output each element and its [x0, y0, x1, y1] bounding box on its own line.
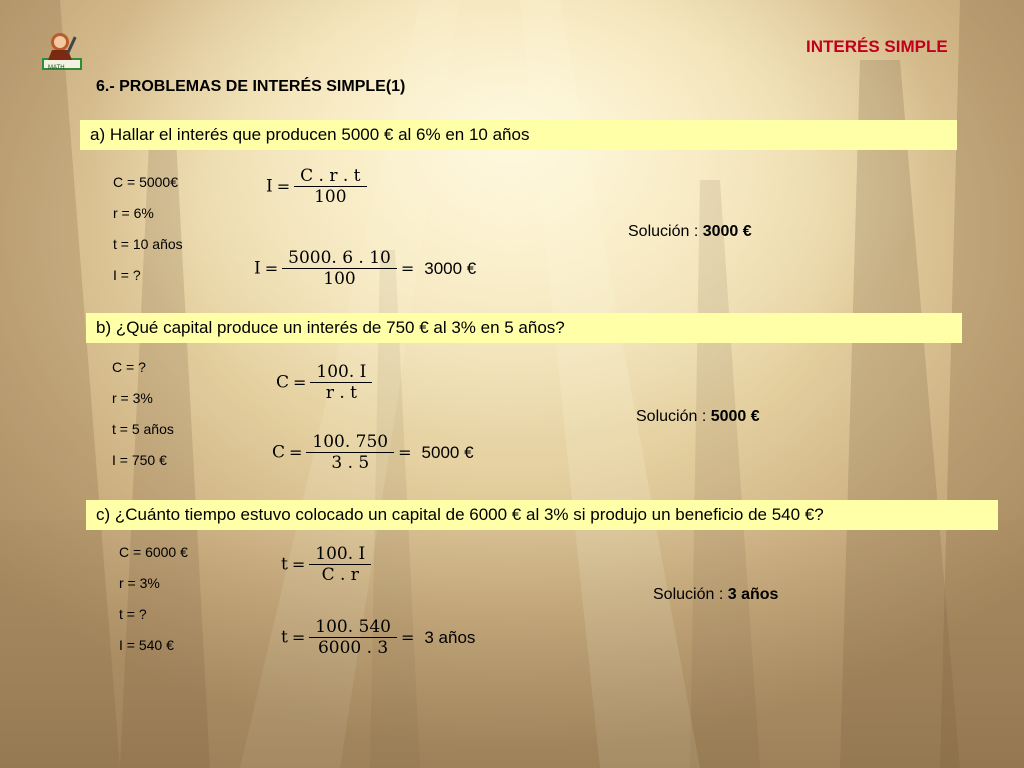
calc-b-eq2: = — [398, 443, 412, 462]
calc-b-eq: = — [289, 443, 303, 462]
given-a — [113, 175, 183, 299]
formula-a-fraction — [294, 166, 366, 207]
given-c-capital: C = 6000 € — [119, 544, 188, 560]
formula-c-lhs: t — [281, 554, 288, 575]
solution-a-value: 3000 € — [702, 223, 752, 240]
formula-c-eq: = — [291, 555, 306, 574]
question-c: c) ¿Cuánto tiempo estuvo colocado un capital de 6000 € al 3% si produjo un beneficio de 540 €? — [86, 500, 998, 530]
calc-c-denominator: 6000 . 3 — [317, 638, 389, 658]
calc-a-denominator: 100 — [323, 269, 356, 289]
given-a-capital: C = 5000€ — [113, 174, 178, 190]
calc-c-numerator: 100. 540 — [309, 617, 397, 638]
given-c — [119, 545, 188, 669]
formula-c-denominator: C . r — [321, 565, 359, 585]
logo-text: MATH — [48, 65, 65, 71]
calc-b-fraction — [306, 432, 394, 473]
calc-b — [272, 432, 474, 473]
formula-a-numerator: C . r . t — [294, 166, 366, 187]
formula-b — [276, 362, 372, 403]
solution-c-label: Solución : — [653, 586, 728, 603]
formula-a-eq: = — [276, 177, 291, 196]
calc-b-lhs: C — [272, 442, 286, 463]
formula-b-denominator: r . t — [325, 383, 357, 403]
given-b-time: t = 5 años — [112, 421, 174, 437]
formula-c — [281, 544, 371, 585]
calc-a-numerator: 5000. 6 . 10 — [282, 248, 397, 269]
solution-a — [628, 223, 752, 241]
given-c-time: t = ? — [119, 606, 147, 622]
given-a-time: t = 10 años — [113, 236, 183, 252]
section-title: 6.- PROBLEMAS DE INTERÉS SIMPLE(1) — [96, 78, 406, 95]
slide-title: INTERÉS SIMPLE — [806, 37, 948, 56]
calc-a-lhs: I — [254, 258, 261, 279]
given-b-rate: r = 3% — [112, 390, 153, 406]
calc-c-fraction — [309, 617, 397, 658]
given-b-capital: C = ? — [112, 359, 146, 375]
calc-a — [254, 248, 476, 289]
solution-c-value: 3 años — [727, 586, 779, 603]
math-student-logo-icon — [38, 28, 88, 74]
calc-a-eq2: = — [400, 259, 415, 278]
solution-c — [653, 586, 778, 604]
solution-b — [636, 408, 760, 426]
given-a-interest: I = ? — [113, 267, 141, 283]
calc-c — [281, 617, 475, 658]
solution-b-label: Solución : — [636, 408, 711, 425]
question-a: a) Hallar el interés que producen 5000 € al 6% en 10 años — [80, 120, 957, 150]
formula-a-lhs: I — [266, 176, 273, 197]
calc-a-fraction — [282, 248, 397, 289]
calc-c-lhs: t — [281, 627, 288, 648]
calc-a-eq: = — [264, 259, 279, 278]
given-a-rate: r = 6% — [113, 205, 154, 221]
formula-b-numerator: 100. I — [310, 362, 372, 383]
given-c-interest: I = 540 € — [119, 637, 174, 653]
calc-b-numerator: 100. 750 — [306, 432, 394, 453]
solution-a-label: Solución : — [628, 223, 703, 240]
given-b — [112, 360, 174, 484]
solution-b-value: 5000 € — [710, 408, 760, 425]
formula-a-denominator: 100 — [314, 187, 347, 207]
calc-c-eq: = — [291, 628, 306, 647]
given-c-rate: r = 3% — [119, 575, 160, 591]
calc-c-eq2: = — [400, 628, 415, 647]
formula-c-fraction — [309, 544, 371, 585]
given-b-interest: I = 750 € — [112, 452, 167, 468]
calc-c-result: 3 años — [424, 627, 476, 647]
formula-a — [266, 166, 367, 207]
question-b: b) ¿Qué capital produce un interés de 750 € al 3% en 5 años? — [86, 313, 962, 343]
formula-b-eq: = — [293, 373, 307, 392]
calc-b-denominator: 3 . 5 — [331, 453, 370, 473]
formula-b-lhs: C — [276, 372, 290, 393]
calc-a-result: 3000 € — [424, 258, 477, 278]
formula-b-fraction — [310, 362, 372, 403]
formula-c-numerator: 100. I — [309, 544, 371, 565]
calc-b-result: 5000 € — [421, 442, 474, 462]
